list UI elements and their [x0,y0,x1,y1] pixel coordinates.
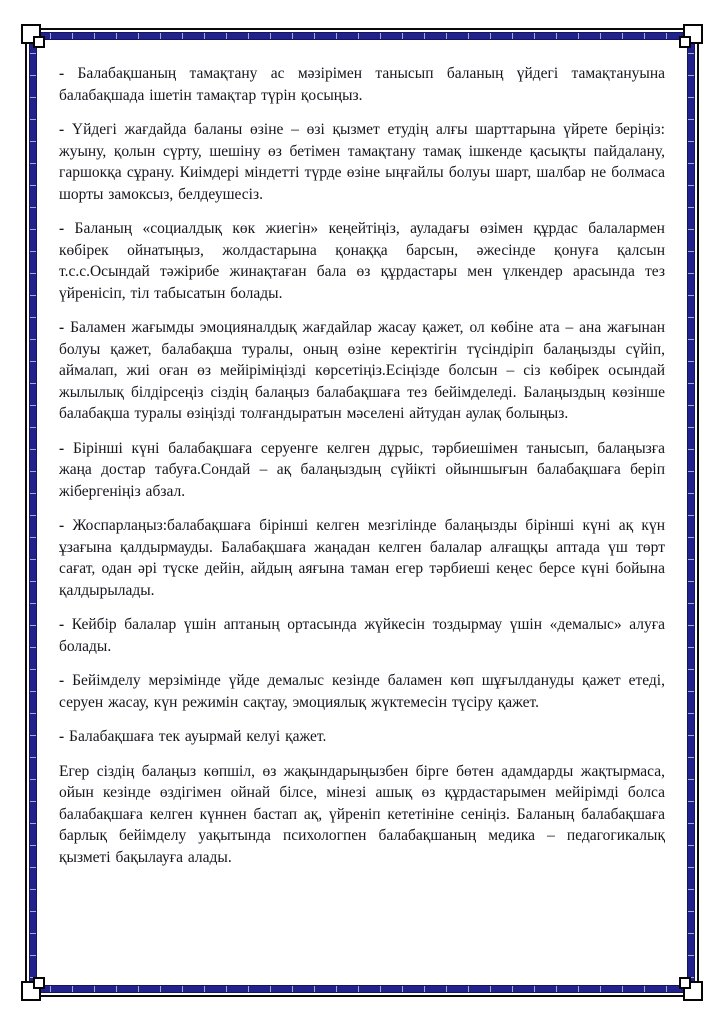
paragraph: - Балабақшаға тек ауырмай келуі қажет. [59,728,327,745]
page-border-band-left [29,32,37,993]
corner-square-icon [679,977,691,989]
corner-square-icon [33,36,45,48]
bullet-dash: - [59,121,72,138]
page-border-band-bottom [29,985,695,993]
paragraph: - Кейбір балалар үшін аптаның ортасында жүйкесін тоздырмау үшін «демалыс» алуға болады. [59,616,665,655]
bullet-dash: - [59,672,73,689]
paragraph: - Бейімделу мерзімінде үйде демалыс кезінде баламен көп шұғылдануды қажет етеді, серуен жасау, күн режимін сақтау, эмоциялық жүктемесін түсіру қажет. [59,672,665,711]
paragraph: - Бірінші күні балабақшаға серуенге келген дұрыс, тәрбиешімен танысып, балаңызға жаңа достар табуға.Сондай – ақ балаңыздың сүйікті ойыншығын балабақшаға беріп жібергеніңіз абзал. [59,439,665,500]
bullet-dash: - [59,65,78,82]
paragraph: - Баламен жағымды эмоцияналдық жағдайлар жасау қажет, ол көбіне ата – ана жағынан болуы қажет, балабақша туралы, оның өзіне керектігін түсіндіріп балаңызды сүйіп, аймалап, жиі оған өз мейіріміңізді көрсетіңіз.Есіңізде болсын – сіз көбірек осындай жылылық білдірсеңіз сіздің балаңыз балабақшаға тез бейімделеді. Балаңыздың көзінше балабақша туралы өзіңізді толғандыратын мәселені айтудан аулақ болыңыз. [59,319,665,422]
document-body [59,63,665,881]
bullet-dash: - [59,319,71,336]
corner-square-icon [679,36,691,48]
page-border-band-top [29,32,695,40]
paragraph: - Балабақшаның тамақтану ас мәзірімен танысып баланың үйдегі тамақтануына балабақшада ішетін тамақтар түрін қосыңыз. [59,65,665,104]
paragraph: - Үйдегі жағдайда баланы өзіне – өзі қызмет етудің алғы шарттарына үйрете беріңіз: жуыну, қолын сүрту, шешіну өз бетімен тамақтану тамақ ішкенде қасықты пайдалану, гаршокқа сұрану. Киімдері міндетті түрде өзіне ыңғайлы болуы шарт, шалбар не болмаса шорты замоксыз, белдеушесіз. [59,121,665,203]
bullet-dash: - [59,517,73,534]
page-border-band-right [687,32,695,993]
paragraph: - Жоспарлаңыз:балабақшаға бірінші келген мезгілінде балаңызды бірінші күні ақ күн ұзағына қалдырмауды. Балабақшаға жаңадан келген балалар алғащқы аптада үш төрт сағат, одан әрі түске дейін, айдың аяғына таман егер тәрбиеші кеңес берсе күні бойына қалдырылады. [59,517,665,599]
bullet-dash: - [59,728,70,745]
bullet-dash: - [59,439,73,457]
paragraph: Егер сіздің балаңыз көпшіл, өз жақындарыңызбен бірге бөтен адамдарды жақтырмаса, ойын кезінде өздігімен ойнай білсе, мінезі ашық өз құрдастарымен мейірімді болса балабақшаға келген күннен бастап ақ, үйреніп кететініне сеніңіз. Баланың балабақшаға барлық бейімделу уақытында психологпен балабақшаның медика – педагогикалық қызметі бақылауға алады. [59,762,665,866]
bullet-dash: - [59,616,72,633]
corner-square-icon [33,977,45,989]
bullet-dash: - [59,220,75,237]
paragraph: - Баланың «социалдық көк жиегін» кеңейтіңіз, ауладағы өзімен құрдас балалармен көбірек ойнатыңыз, жолдастарына қонаққа барсын, әжесінде қонуға қалсын т.с.с.Осындай тәжірибе жинақтаған бала өз құрдастары мен үлкендер арасында тез үйренісіп, тіл табысатын болады. [59,220,665,302]
